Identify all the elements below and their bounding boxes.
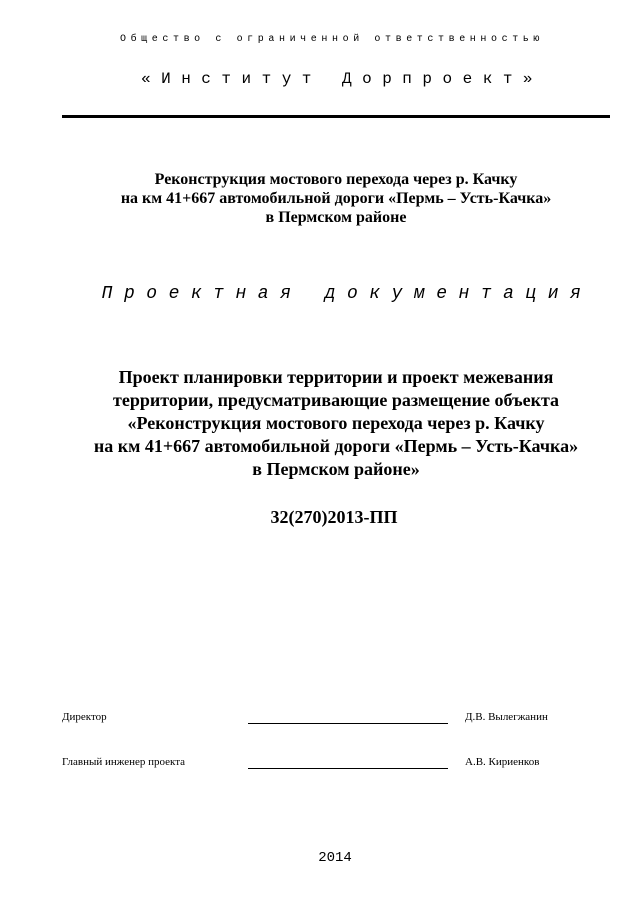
signature-name: Д.В. Вылегжанин	[465, 711, 548, 723]
signature-role: Директор	[62, 711, 107, 723]
object-title	[32, 170, 640, 227]
project-title-line: в Пермском районе»	[252, 459, 420, 479]
document-code: 32(270)2013-ПП	[270, 507, 398, 527]
signature-role: Главный инженер проекта	[62, 756, 186, 768]
project-title-line: «Реконструкция мостового перехода через р. Качку	[127, 413, 545, 433]
signature-line	[248, 768, 448, 769]
object-title-line: на км 41+667 автомобильной дороги «Пермь – Усть-Качка»	[120, 190, 552, 207]
organization-type: Общество с ограниченной ответственностью	[119, 34, 545, 45]
project-title	[32, 366, 640, 481]
header-divider	[62, 115, 610, 118]
project-title-line: Проект планировки территории и проект межевания	[118, 367, 554, 387]
project-title-line: на км 41+667 автомобильной дороги «Пермь – Усть-Качка»	[93, 436, 579, 456]
object-title-line: Реконструкция мостового перехода через р. Качку	[154, 171, 518, 188]
document-type: Проектная документация	[101, 284, 593, 304]
project-title-line: территории, предусматривающие размещение объекта	[112, 390, 560, 410]
signature-line	[248, 723, 448, 724]
signature-name: А.В. Кириенков	[465, 756, 540, 768]
document-year: 2014	[318, 850, 352, 866]
object-title-line: в Пермском районе	[265, 209, 407, 226]
organization-name: «Институт Дорпроект»	[140, 70, 544, 88]
